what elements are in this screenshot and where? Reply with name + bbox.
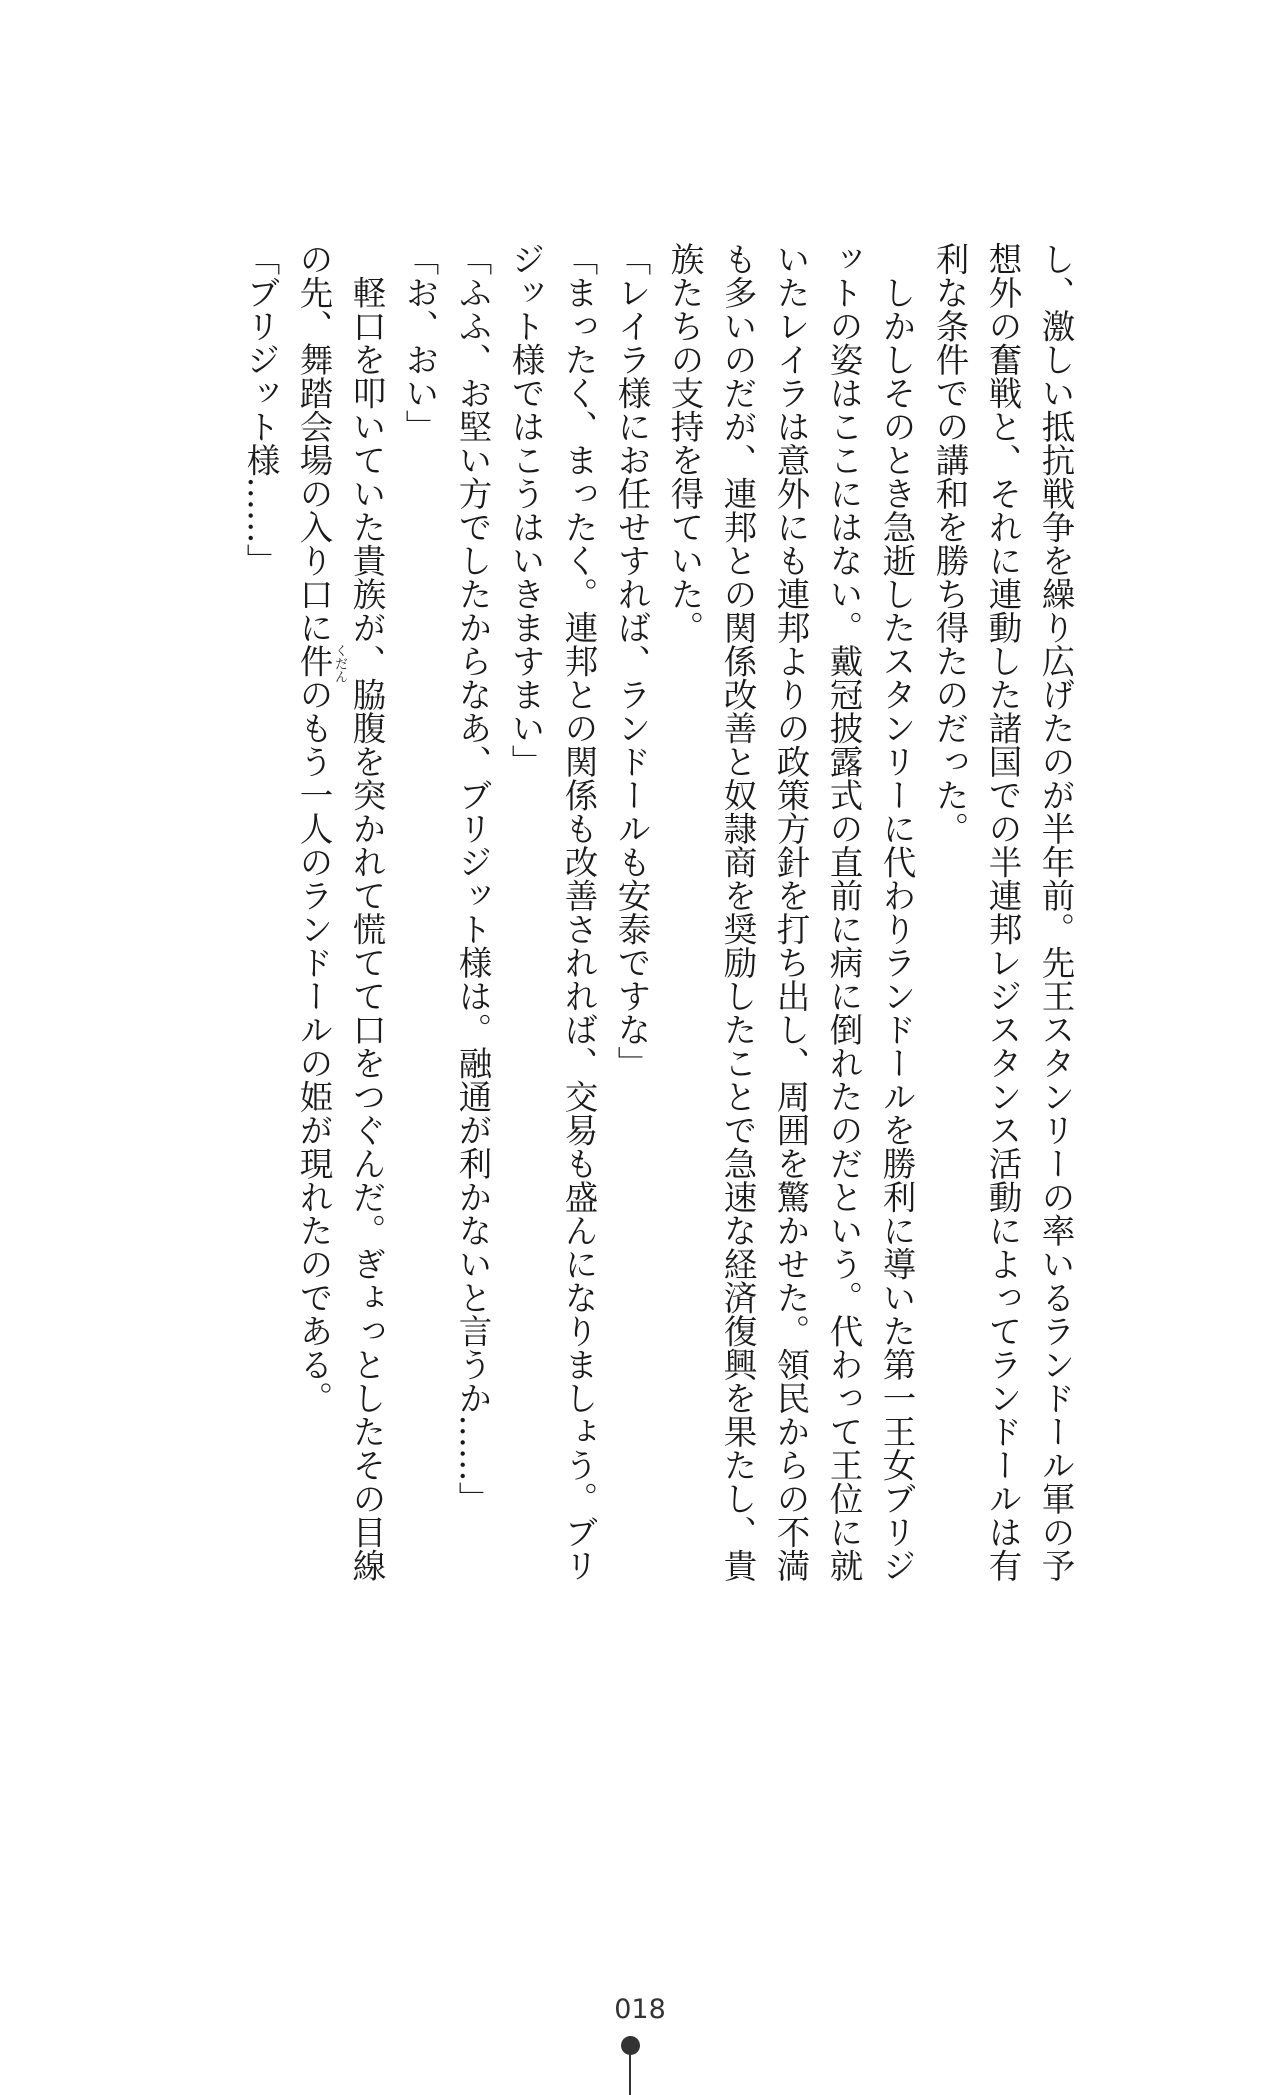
- page-number: 018: [614, 1994, 666, 2025]
- ruby-line-before: の先、舞踏会場の入り口に: [294, 242, 333, 644]
- dialogue-line: 「まったく、まったく。連邦との関係も改善されれば、交易も盛んになりましょう。ブリ: [559, 242, 598, 1582]
- text-line: も多いのだが、連邦との関係改善と奴隷商を奨励したことで急速な経済復興を果たし、貴: [718, 242, 757, 1582]
- dialogue-line: 「ブリジット様……」: [241, 242, 280, 577]
- folio-dot-ornament: [621, 2036, 640, 2055]
- text-line-with-ruby: [287, 242, 347, 1802]
- ruby-annotation: くだん: [332, 644, 347, 683]
- text-line: 族たちの支持を得ていた。: [665, 242, 704, 644]
- text-line: 利な条件での講和を勝ち得たのだった。: [930, 242, 969, 845]
- ruby-base-wrap: [294, 644, 347, 683]
- text-line: 軽口を叩いていた貴族が、脇腹を突かれて慌てて口をつぐんだ。ぎょっとしたその目線: [347, 242, 386, 1582]
- folio-line-ornament: [629, 2054, 631, 2095]
- vertical-text-block: [234, 242, 1082, 1802]
- dialogue-line: ジット様ではこうはいきますまい」: [506, 242, 545, 778]
- text-line: 想外の奮戦と、それに連動した諸国での半連邦レジスタンス活動によってランドールは有: [983, 242, 1022, 1582]
- text-line: し、激しい抵抗戦争を繰り広げたのが半年前。先王スタンリーの率いるランドール軍の予: [1036, 242, 1075, 1582]
- dialogue-line: 「お、おい」: [400, 242, 439, 443]
- text-line: ットの姿はここにはない。戴冠披露式の直前に病に倒れたのだという。代わって王位に就: [824, 242, 863, 1582]
- text-line: しかしそのとき急逝したスタンリーに代わりランドールを勝利に導いた第一王女ブリジ: [877, 242, 916, 1582]
- dialogue-line: 「レイラ様にお任せすれば、ランドールも安泰ですな」: [612, 242, 651, 1080]
- ruby-line-after: のもう一人のランドールの姫が現れたのである。: [294, 677, 333, 1415]
- dialogue-line: 「ふふ、お堅い方でしたからなあ、ブリジット様は。融通が利かないと言うか……」: [453, 242, 492, 1515]
- ruby-base: 件: [294, 644, 333, 678]
- text-line: いたレイラは意外にも連邦よりの政策方針を打ち出し、周囲を驚かせた。領民からの不満: [771, 242, 810, 1582]
